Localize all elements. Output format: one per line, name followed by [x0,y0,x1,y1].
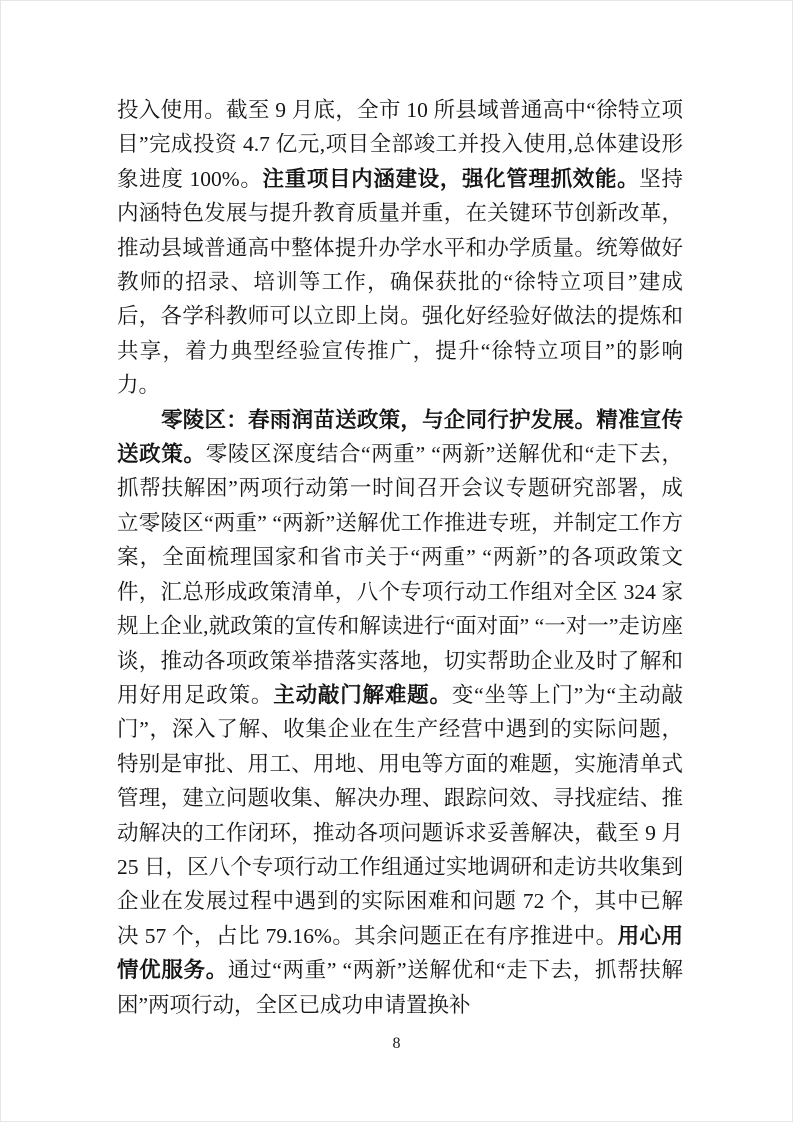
text-run: 零陵区深度结合“两重” “两新”送解优和“走下去，抓帮扶解困”两项行动第一时间召开会议专题研究部署，成立零陵区“两重” “两新”送解优工作推进专班，并制定工作方案，全面梳理国家和省市关于“两重” “两新”的各项政策文件，汇总形成政策清单，八个专项行动工作组对全区 324 家规上企业,就政策的宣传和解读进行“面对面” “一对一”走访座谈，推动各项政策举措落实落地，切实帮助企业及时了解和用好用足政策。 [117,442,683,707]
page-number: 8 [392,1035,401,1052]
document-body [117,93,683,1022]
bold-text-run: 用心用情优服务。 [117,923,683,983]
bold-text-run: 零陵区： [161,407,249,432]
text-run: 通过“两重” “两新”送解优和“走下去，抓帮扶解困”两项行动，全区已成功申请置换补 [117,958,683,1017]
bold-text-run: 注重项目内涵建设，强化管理抓效能。 [262,166,640,191]
bold-text-run: 主动敲门解难题。 [273,682,452,707]
text-run: 坚持内涵特色发展与提升教育质量并重，在关键环节创新改革，推动县域普通高中整体提升办学水平和办学质量。统筹做好教师的招录、培训等工作，确保获批的“徐特立项目”建成后，各学科教师可以立即上岗。强化好经验好做法的提炼和共享，着力典型经验宣传推广，提升“徐特立项目”的影响力。 [117,166,683,398]
text-run: 变“坐等上门”为“主动敲门”，深入了解、收集企业在生产经营中遇到的实际问题，特别是审批、用工、用地、用电等方面的难题，实施清单式管理，建立问题收集、解决办理、跟踪问效、寻找症结、推动解决的工作闭环，推动各项问题诉求妥善解决，截至 9 月 25 日，区八个专项行动工作组通过实地调研和走访共收集到企业在发展过程中遇到的实际困难和问题 72 个，其中已解决 57 个，占比 79.16%。其余问题正在有序推进中。 [117,682,683,948]
paragraph [117,403,683,1022]
paragraph [117,93,683,403]
text-run: 投入使用。截至 9 月底，全市 10 所县域普通高中“徐特立项目”完成投资 4.7 亿元,项目全部竣工并投入使用,总体建设形象进度 100%。 [117,98,683,191]
bold-text-run: 春雨润苗送政策，与企同行护发展。精准宣传送政策。 [117,407,683,467]
